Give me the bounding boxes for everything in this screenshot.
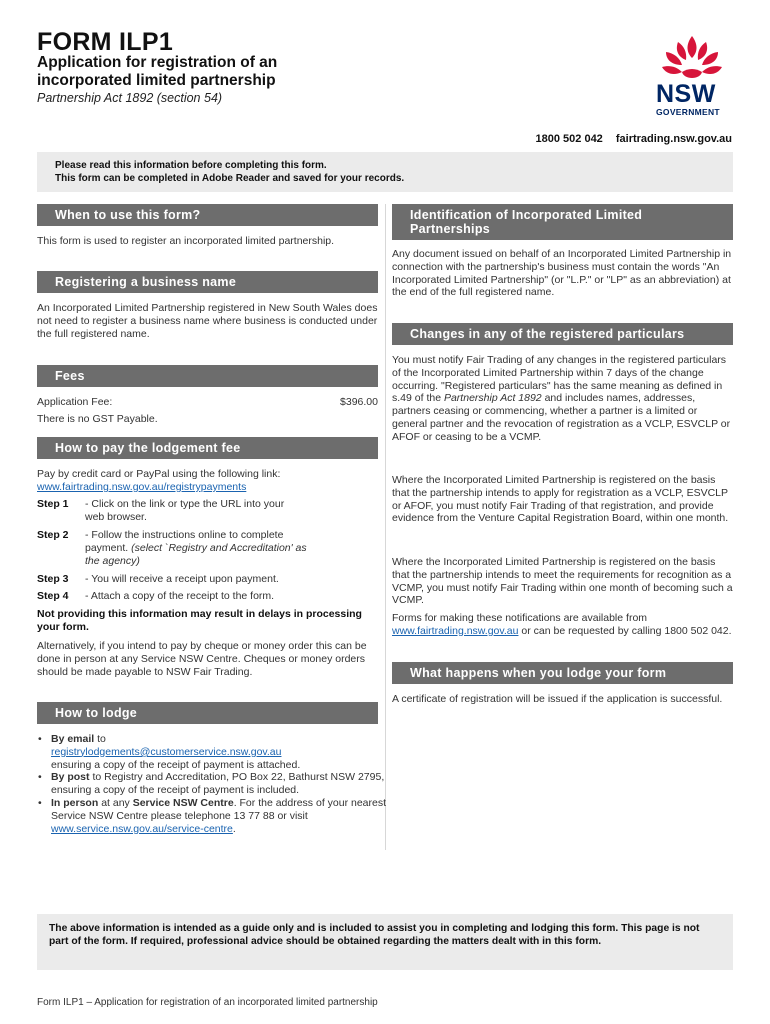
step-2 [37,529,378,567]
step-2-text-d: the agency) [85,554,140,567]
delay-warning: Not providing this information may result in delays in processing your form. [37,608,362,633]
step-2-text-c: (select `Registry and Accreditation' as [131,541,307,554]
in-person-text: . For the address of your nearest Service NSW Centre please telephone 13 77 88 or visit [51,796,387,822]
changes-p4-b: or can be requested by calling 1800 502 042. [521,624,732,637]
cheque-alternative-text: Alternatively, if you intend to pay by cheque or money order this can be done in person at any Service NSW Centre. Cheques or money orders should be made payable to NSW Fair Trading. [37,640,367,678]
how-to-lodge-heading: How to lodge [37,702,378,724]
fees-heading: Fees [37,365,378,387]
in-person-mid-text: at any [101,796,130,809]
changes-p1-a: You must notify Fair Trading of any changes in the registered particulars of the Incorporated Limited Partnership within 7 days of the change occurring. "Registered particulars" has the same meaning as defined in s.49 of the [392,354,727,405]
service-centre-link[interactable]: www.service.nsw.gov.au/service-centre [51,822,233,835]
when-to-use-heading: When to use this form? [37,204,378,226]
read-notice-panel [37,152,733,192]
identification-heading: Identification of Incorporated Limited Partnerships [392,204,733,240]
changes-p4-a: Forms for making these notifications are available from [392,612,648,624]
lodge-by-post [51,771,392,797]
changes-heading: Changes in any of the registered particulars [392,323,733,345]
fee-label: Application Fee: [37,396,113,408]
when-to-use-text: This form is used to register an incorporated limited partnership. [37,235,335,247]
fair-trading-link[interactable]: www.fairtrading.nsw.gov.au [392,624,519,637]
logo-nsw-text: NSW [656,80,716,108]
lodge-in-person [51,797,392,835]
step-2-label: Step 2 [37,529,69,541]
step-2-text-b: payment. [85,541,129,554]
website-link[interactable]: fairtrading.nsw.gov.au [615,133,732,145]
step-3-text: - You will receive a receipt upon payment. [85,573,279,585]
changes-paragraph-3: Where the Incorporated Limited Partnership is registered on the basis that the partnership intends to meet the requirements for recognition as a VCMP, you must notify Fair Trading within one month of becoming such a VCMP. [392,556,733,607]
post-method-text: to Registry and Accreditation, PO Box 22, Bathurst NSW 2795, ensuring a copy of the receipt of payment is included. [51,771,385,797]
identification-text: Any document issued on behalf of an Incorporated Limited Partnership in connection with the partnership's business must contain the words "An Incorporated Limited Partnership" (or "L.P." or "LP" as an abbreviation) at the end of the full registered name. [392,248,732,299]
business-name-text: An Incorporated Limited Partnership registered in New South Wales does not need to register a business name where business is conducted under the full registered name. [37,302,378,340]
step-1-text-b: web browser. [85,510,147,523]
email-method-label: By email [51,733,95,745]
email-to-text: to [97,733,106,745]
act-reference: Partnership Act 1892 (section 54) [37,91,223,105]
service-nsw-label: Service NSW Centre [132,796,234,809]
pay-intro: Pay by credit card or PayPal using the following link: [37,468,281,480]
pay-fee-heading: How to pay the lodgement fee [37,437,378,459]
page-footer: Form ILP1 – Application for registration of an incorporated limited partnership [37,997,378,1008]
changes-p1-b: and includes names, addresses, partners ceasing or commencing, whether a partner is a limited or general partner and the revocation of registration as a VCLP, ESVCLP or AFOF or ceasing to be a VCMP. [392,392,731,443]
lodge-methods-list [37,733,392,835]
step-1-label: Step 1 [37,498,69,510]
contact-line [530,133,732,145]
changes-paragraph-1 [392,354,733,444]
lodge-by-email [51,733,392,771]
post-method-label: By post [51,771,90,784]
phone-number: 1800 502 042 [535,133,603,145]
step-4-text: - Attach a copy of the receipt to the form. [85,590,275,602]
nsw-government-logo [652,34,732,123]
notice-line-2: This form can be completed in Adobe Reader and saved for your records. [55,173,405,184]
step-3-label: Step 3 [37,573,69,585]
step-1-text-a: - Click on the link or type the URL into your [85,498,285,510]
step-4 [37,590,378,603]
partnership-act-ref: Partnership Act 1892 [443,392,542,405]
step-4-label: Step 4 [37,590,69,602]
logo-government-text: GOVERNMENT [656,107,720,117]
disclaimer-panel: The above information is intended as a guide only and is included to assist you in completing and lodging this form. This page is not part of the form. If required, professional advice should be obtained regarding the matters dealt with in this form. [37,914,733,970]
business-name-heading: Registering a business name [37,271,378,293]
fee-row [37,396,378,409]
in-person-label: In person [51,796,99,809]
notice-line-1: Please read this information before completing this form. [55,160,327,171]
what-happens-heading: What happens when you lodge your form [392,662,733,684]
form-title: FORM ILP1 [37,28,174,56]
changes-paragraph-2: Where the Incorporated Limited Partnership is registered on the basis that the partnership intends to apply for registration as a VCLP, ESVCLP or AFOF, you must notify Fair Trading of that registration, and provide evidence from the Venture Capital Registration Board, within one month. [392,474,729,525]
what-happens-text: A certificate of registration will be issued if the application is successful. [392,693,723,705]
registry-payments-link[interactable]: www.fairtrading.nsw.gov.au/registrypayments [37,481,247,493]
step-1 [37,498,378,524]
form-subtitle: Application for registration of an incorporated limited partnership [37,54,278,89]
changes-paragraph-4 [392,612,733,638]
in-person-end: . [232,822,236,835]
step-3 [37,573,378,586]
fee-amount: $396.00 [340,396,378,408]
email-method-text: ensuring a copy of the receipt of payment is attached. [51,758,301,771]
lodgement-email-link[interactable]: registrylodgements@customerservice.nsw.gov.au [51,745,282,758]
gst-note: There is no GST Payable. [37,413,158,425]
step-2-text-a: - Follow the instructions online to complete [85,529,284,541]
